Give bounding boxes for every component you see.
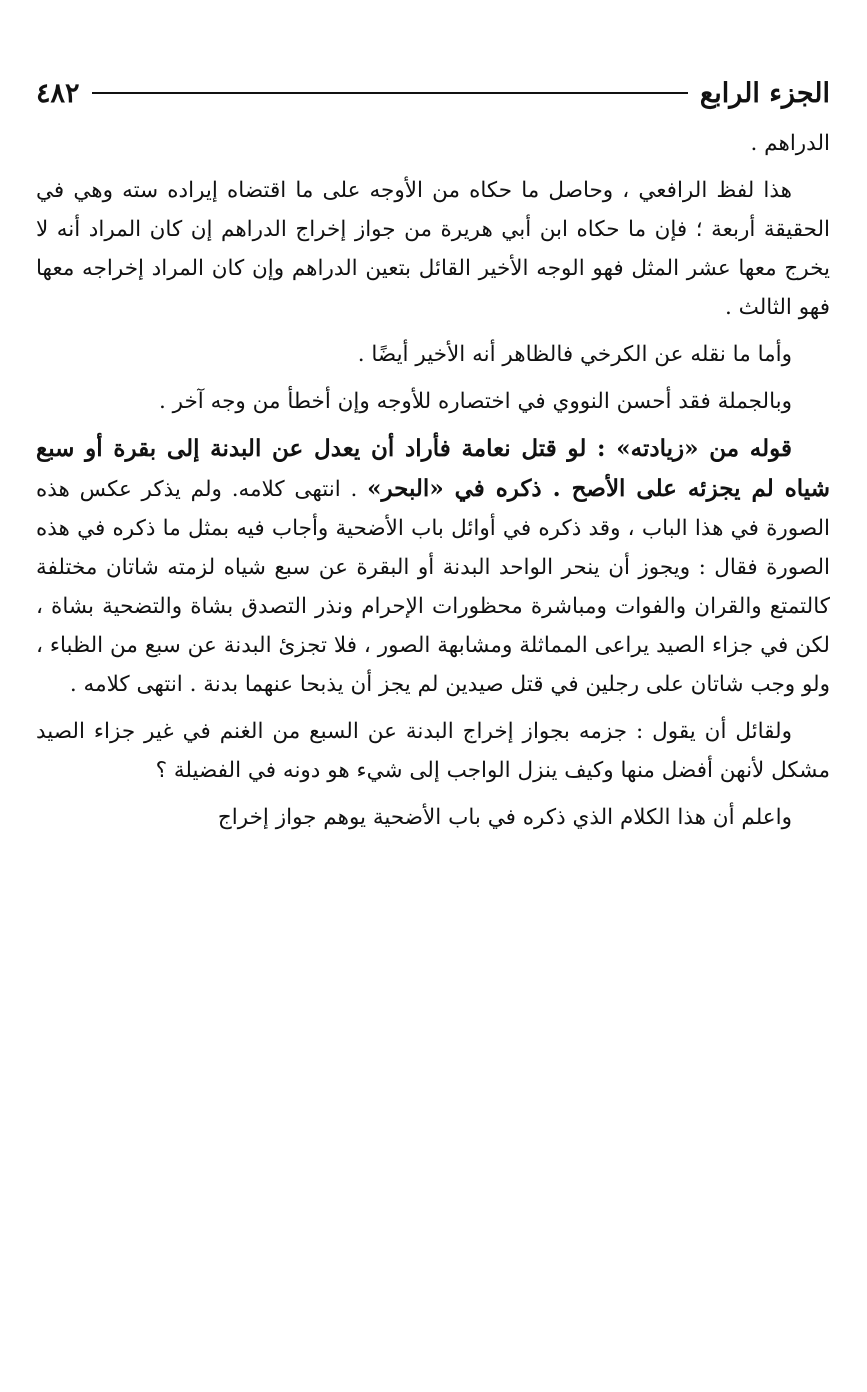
paragraph-1: الدراهم . (750, 131, 830, 156)
document-page (36, 70, 830, 845)
paragraph-6: ولقائل أن يقول : جزمه بجواز إخراج البدنة عن السبع من الغنم في غير جزاء الصيد مشكل لأنهن أفضل منها وكيف ينزل الواجب إلى شيء هو دونه في الفضيلة ؟ (36, 719, 830, 783)
paragraph-7: واعلم أن هذا الكلام الذي ذكره في باب الأضحية يوهم جواز إخراج (217, 805, 792, 830)
paragraph-4: وبالجملة فقد أحسن النووي في اختصاره للأوجه وإن أخطأ من وجه آخر . (158, 389, 792, 414)
paragraph-2: هذا لفظ الرافعي ، وحاصل ما حكاه من الأوجه على ما اقتضاه إيراده سته وهي في الحقيقة أربعة ؛ فإن ما حكاه ابن أبي هريرة من جواز إخراج الدراهم إن كان المراد أنه لا يخرج معها عشر المثل فهو الوجه الأخير القائل بتعين الدراهم وإن كان المراد إخراجه معها فهو الثالث . (36, 178, 830, 320)
header-rule (92, 92, 688, 94)
page-number: ٤٨٢ (36, 77, 80, 109)
paragraph-5 (36, 429, 830, 704)
chapter-title: الجزء الرابع (699, 77, 830, 109)
page-header (36, 70, 830, 116)
bold-quote: قوله من «زيادته» : لو قتل نعامة فأراد أن يعدل عن البدنة إلى بقرة أو سبع شياه لم يجزئه على الأصح . ذكره في «البحر» (36, 435, 830, 502)
paragraph-3: وأما ما نقله عن الكرخي فالظاهر أنه الأخير أيضًا . (357, 342, 792, 367)
paragraph-5-body: . انتهى كلامه. ولم يذكر عكس هذه الصورة في هذا الباب ، وقد ذكره في أوائل باب الأضحية وأجاب فيه بمثل ما ذكره في هذه الصورة فقال : ويجوز أن ينحر الواحد البدنة أو البقرة عن سبع شياه لزمته شاتان مختلفة كالتمتع والقران والفوات ومباشرة محظورات الإحرام ونذر التصدق بشاة والتضحية بشاة ، لكن في جزاء الصيد يراعى المماثلة ومشابهة الصور ، فلا تجزئ البدنة عن سبع من الظباء ، ولو وجب شاتان على رجلين في قتل صيدين لم يجز أن يذبحا عنهما بدنة . انتهى كلامه . (36, 477, 830, 697)
